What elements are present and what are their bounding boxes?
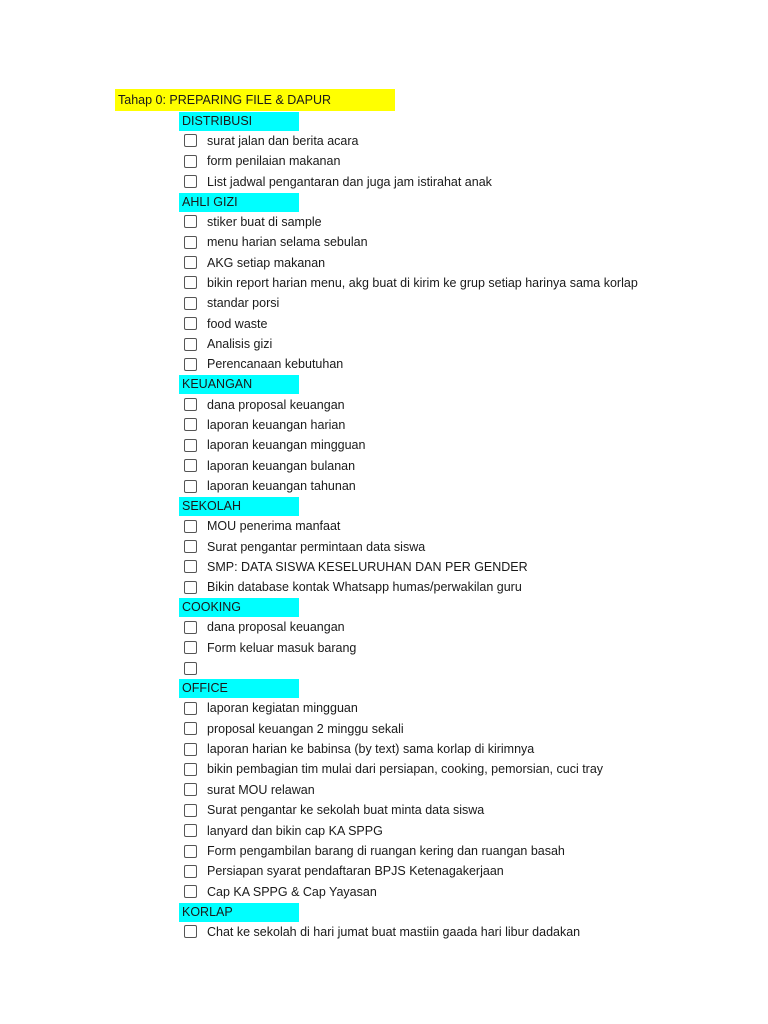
checklist-item-label: form penilaian makanan [207, 154, 341, 169]
checkbox[interactable] [184, 520, 197, 533]
checklist-item-label: Analisis gizi [207, 337, 273, 352]
checklist-item-label: SMP: DATA SISWA KESELURUHAN DAN PER GENDER [207, 559, 528, 574]
checklist-item-label: Form pengambilan barang di ruangan kering dan ruangan basah [207, 844, 565, 859]
section-header: OFFICE [179, 679, 299, 698]
checklist-item [179, 232, 739, 252]
checklist-item-label: bikin report harian menu, akg buat di kirim ke grup setiap harinya sama korlap [207, 275, 638, 290]
checkbox[interactable] [184, 297, 197, 310]
checklist-item [179, 252, 739, 272]
checkbox[interactable] [184, 722, 197, 735]
checklist-item [179, 354, 739, 374]
checklist-item-label: List jadwal pengantaran dan juga jam istirahat anak [207, 174, 492, 189]
checklist-item-label: menu harian selama sebulan [207, 235, 368, 250]
checklist-item-label: Chat ke sekolah di hari jumat buat mastiin gaada hari libur dadakan [207, 924, 581, 939]
checklist-item [179, 820, 739, 840]
checklist-item [179, 151, 739, 171]
checklist-item [179, 394, 739, 414]
checkbox[interactable] [184, 845, 197, 858]
section-header: KORLAP [179, 903, 299, 922]
section-keuangan [179, 375, 739, 496]
section-office [179, 679, 739, 902]
checkbox[interactable] [184, 662, 197, 675]
section-header: SEKOLAH [179, 497, 299, 516]
checklist-item [179, 171, 739, 191]
checkbox[interactable] [184, 743, 197, 756]
checklist-item-label: Bikin database kontak Whatsapp humas/perwakilan guru [207, 580, 522, 595]
checklist-item-label: AKG setiap makanan [207, 255, 326, 270]
checklist-item [179, 658, 739, 678]
section-header: DISTRIBUSI [179, 112, 299, 131]
checklist-item [179, 415, 739, 435]
checklist-item [179, 435, 739, 455]
section-cooking [179, 598, 739, 678]
checkbox[interactable] [184, 236, 197, 249]
checklist-item-label: Form keluar masuk barang [207, 640, 357, 655]
section-header: KEUANGAN [179, 375, 299, 394]
checklist-item-label: laporan harian ke babinsa (by text) sama korlap di kirimnya [207, 742, 535, 757]
checkbox[interactable] [184, 540, 197, 553]
checkbox[interactable] [184, 317, 197, 330]
checklist-item-label: lanyard dan bikin cap KA SPPG [207, 823, 383, 838]
checklist-item-label: laporan keuangan tahunan [207, 479, 356, 494]
checklist-item-label: proposal keuangan 2 minggu sekali [207, 721, 404, 736]
checklist-item [179, 334, 739, 354]
checkbox[interactable] [184, 865, 197, 878]
checklist-item [179, 293, 739, 313]
checklist-item [179, 273, 739, 293]
section-distribusi [179, 112, 739, 192]
checklist-item [179, 577, 739, 597]
checkbox[interactable] [184, 641, 197, 654]
checklist-item [179, 212, 739, 232]
checklist-item [179, 698, 739, 718]
checkbox[interactable] [184, 621, 197, 634]
checklist [179, 111, 739, 942]
checklist-item [179, 456, 739, 476]
checklist-item [179, 516, 739, 536]
checkbox[interactable] [184, 824, 197, 837]
checkbox[interactable] [184, 459, 197, 472]
checklist-item [179, 131, 739, 151]
section-header: COOKING [179, 598, 299, 617]
checkbox[interactable] [184, 885, 197, 898]
checkbox[interactable] [184, 358, 197, 371]
checkbox[interactable] [184, 134, 197, 147]
checkbox[interactable] [184, 804, 197, 817]
checklist-item-label: laporan keuangan mingguan [207, 438, 366, 453]
document-title: Tahap 0: PREPARING FILE & DAPUR [115, 89, 395, 111]
checklist-item-label: Surat pengantar ke sekolah buat minta data siswa [207, 803, 485, 818]
checkbox[interactable] [184, 560, 197, 573]
checkbox[interactable] [184, 175, 197, 188]
checklist-item-label: Surat pengantar permintaan data siswa [207, 539, 426, 554]
checkbox[interactable] [184, 925, 197, 938]
checklist-item-label: standar porsi [207, 296, 280, 311]
checklist-item-label: laporan keuangan harian [207, 417, 346, 432]
checkbox[interactable] [184, 276, 197, 289]
section-header: AHLI GIZI [179, 193, 299, 212]
checklist-item [179, 638, 739, 658]
checkbox[interactable] [184, 581, 197, 594]
checkbox[interactable] [184, 763, 197, 776]
section-korlap [179, 903, 739, 942]
checklist-item-label: dana proposal keuangan [207, 397, 345, 412]
checklist-item-label: bikin pembagian tim mulai dari persiapan, cooking, pemorsian, cuci tray [207, 762, 604, 777]
checklist-item [179, 780, 739, 800]
checkbox[interactable] [184, 783, 197, 796]
checklist-item-label: laporan keuangan bulanan [207, 458, 356, 473]
checklist-item [179, 759, 739, 779]
checklist-item [179, 800, 739, 820]
checklist-item-label: laporan kegiatan mingguan [207, 701, 358, 716]
checkbox[interactable] [184, 480, 197, 493]
checkbox[interactable] [184, 439, 197, 452]
checkbox[interactable] [184, 418, 197, 431]
checklist-item-label: food waste [207, 316, 268, 331]
checklist-item-label: Persiapan syarat pendaftaran BPJS Ketenagakerjaan [207, 864, 504, 879]
checklist-item [179, 557, 739, 577]
checklist-item-label: dana proposal keuangan [207, 620, 345, 635]
checklist-item [179, 922, 739, 942]
checkbox[interactable] [184, 215, 197, 228]
checklist-item-label: MOU penerima manfaat [207, 519, 341, 534]
checklist-item [179, 739, 739, 759]
checkbox[interactable] [184, 256, 197, 269]
checklist-item-label: surat MOU relawan [207, 782, 315, 797]
checklist-item [179, 861, 739, 881]
checklist-item [179, 476, 739, 496]
checklist-item-label: surat jalan dan berita acara [207, 133, 359, 148]
checklist-item-label: Perencanaan kebutuhan [207, 357, 344, 372]
checkbox[interactable] [184, 398, 197, 411]
checklist-item [179, 314, 739, 334]
checkbox[interactable] [184, 338, 197, 351]
checklist-item [179, 536, 739, 556]
checklist-item [179, 617, 739, 637]
section-sekolah [179, 497, 739, 598]
checklist-item [179, 841, 739, 861]
section-ahli-gizi [179, 193, 739, 375]
checklist-item-label: Cap KA SPPG & Cap Yayasan [207, 884, 377, 899]
checklist-item-label: stiker buat di sample [207, 214, 322, 229]
checkbox[interactable] [184, 155, 197, 168]
checklist-item [179, 719, 739, 739]
checkbox[interactable] [184, 702, 197, 715]
checklist-item [179, 882, 739, 902]
